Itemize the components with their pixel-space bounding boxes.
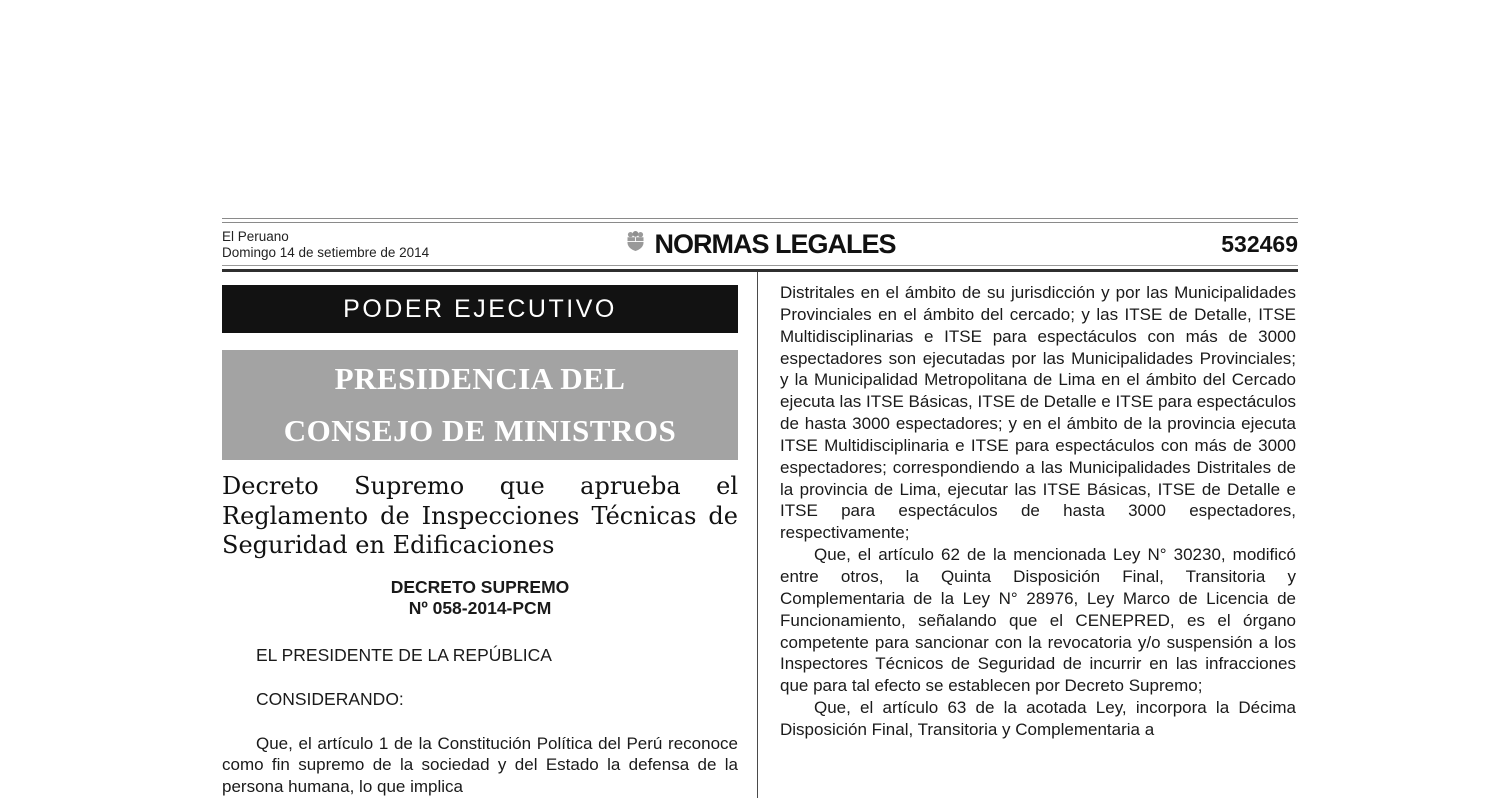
section-masthead [624, 229, 895, 260]
date-line: Domingo 14 de setiembre de 2014 [222, 245, 624, 261]
section-banner-label: PODER EJECUTIVO [343, 295, 617, 324]
gazette-page [222, 218, 1298, 798]
header-bottom-rule-thin [222, 265, 1298, 266]
masthead [222, 227, 624, 261]
document-body [222, 272, 1298, 798]
right-paragraph: Que, el artículo 63 de la acotada Ley, incorpora la Décima Disposición Final, Transitoria y Complementaria a [780, 697, 1296, 741]
column-divider [757, 272, 758, 798]
ministry-banner [222, 350, 738, 460]
ministry-banner-line1: PRESIDENCIA DEL [335, 353, 626, 405]
decree-heading-line1: DECRETO SUPREMO [222, 577, 738, 598]
right-column [780, 272, 1296, 798]
decree-title: Decreto Supremo que aprueba el Reglamento de Inspecciones Técnicas de Seguridad en Edificaciones [222, 472, 738, 561]
newspaper-name: El Peruano [222, 229, 624, 245]
considering-label: CONSIDERANDO: [222, 689, 738, 710]
decree-heading [222, 577, 738, 619]
page-number: 532469 [1221, 231, 1298, 258]
gazette-header [222, 223, 1298, 265]
left-column [222, 272, 738, 798]
right-paragraph: Distritales en el ámbito de su jurisdicción y por las Municipalidades Provinciales en el ámbito del cercado; y las ITSE de Detalle, ITSE Multidisciplinarias e ITSE para espectáculos con más de 3000 espectadores son ejecutadas por las Municipalidades Provinciales; y la Municipalidad Metropolitana de Lima en el ámbito del Cercado ejecuta las ITSE Básicas, ITSE de Detalle e ITSE para espectáculos de hasta 3000 espectadores; y en el ámbito de la provincia ejecuta ITSE Multidisciplinaria e ITSE para espectáculos con más de 3000 espectadores; correspondiendo a las Municipalidades Distritales de la provincia de Lima, ejecutar las ITSE Básicas, ITSE de Detalle e ITSE para espectáculos de hasta 3000 espectadores, respectivamente; [780, 282, 1296, 544]
salutation: EL PRESIDENTE DE LA REPÚBLICA [222, 645, 738, 666]
left-paragraph: Que, el artículo 1 de la Constitución Política del Perú reconoce como fin supremo de la sociedad y del Estado la defensa de la persona humana, lo que implica [222, 733, 738, 798]
section-title: NORMAS LEGALES [654, 229, 895, 260]
peru-coat-of-arms-icon [624, 231, 647, 257]
section-banner [222, 285, 738, 333]
right-paragraph: Que, el artículo 62 de la mencionada Ley N° 30230, modificó entre otros, la Quinta Disposición Final, Transitoria y Complementaria de la Ley N° 28976, Ley Marco de Licencia de Funcionamiento, señalando que el CENEPRED, es el órgano competente para sancionar con la revocatoria y/o suspensión a los Inspectores Técnicos de Seguridad de incurrir en las infracciones que para tal efecto se establecen por Decreto Supremo; [780, 544, 1296, 697]
decree-heading-line2: Nº 058-2014-PCM [222, 598, 738, 619]
ministry-banner-line2: CONSEJO DE MINISTROS [284, 405, 676, 457]
